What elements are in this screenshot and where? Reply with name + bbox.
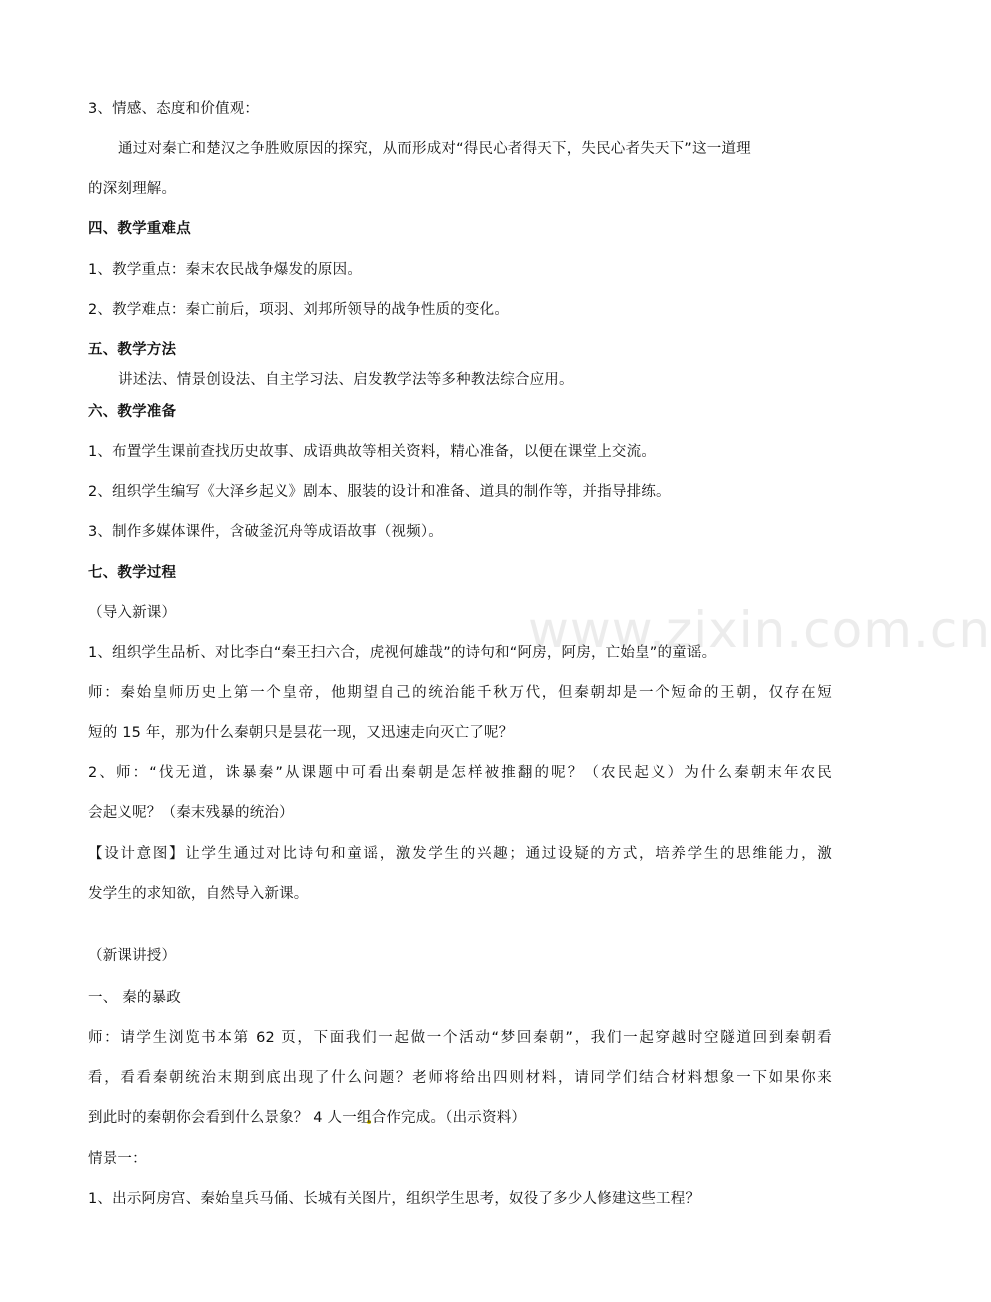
- paragraph-line: 讲述法、情景创设法、自主学习法、启发教学法等多种教法综合应用。: [118, 372, 574, 388]
- paragraph-line: （导入新课）: [88, 605, 177, 621]
- paragraph-line: 3、情感、态度和价值观：: [88, 101, 260, 117]
- paragraph-line: 的深刻理解。: [88, 181, 177, 197]
- paragraph-line: 3、制作多媒体课件，含破釜沉舟等成语故事（视频）。: [88, 524, 443, 540]
- paragraph-line: 师：秦始皇师历史上第一个皇帝，他期望自己的统治能千秋万代，但秦朝却是一个短命的王朝，仅存在短: [88, 685, 832, 701]
- paragraph-line: 短的 15 年，那为什么秦朝只是昙花一现，又迅速走向灭亡了呢？: [88, 725, 514, 741]
- paragraph-line: 一、 秦的暴政: [88, 990, 182, 1006]
- paragraph-line: 通过对秦亡和楚汉之争胜败原因的探究，从而形成对“得民心者得天下，失民心者失天下”这一道理: [118, 141, 751, 157]
- paragraph-line: （新课讲授）: [88, 948, 177, 964]
- paragraph-line: 看，看看秦朝统治末期到底出现了什么问题？老师将给出四则材料，请同学们结合材料想象一下如果你来: [88, 1070, 832, 1086]
- section-heading: 六、教学准备: [88, 404, 177, 420]
- paragraph-line: 到此时的秦朝你会看到什么景象？ 4 人一组合作完成。（出示资料）: [88, 1110, 527, 1126]
- paragraph-line: 发学生的求知欲，自然导入新课。: [88, 886, 309, 902]
- paragraph-line: 2、组织学生编写《大泽乡起义》剧本、服装的设计和准备、道具的制作等，并指导排练。: [88, 484, 671, 500]
- section-heading: 五、教学方法: [88, 342, 177, 358]
- paragraph-line: 情景一：: [88, 1151, 147, 1167]
- section-heading: 四、教学重难点: [88, 221, 191, 237]
- paragraph-line: 师：请学生浏览书本第 62 页，下面我们一起做一个活动“梦回秦朝”，我们一起穿越时空隧道回到秦朝看: [88, 1030, 832, 1046]
- paragraph-line: 1、布置学生课前查找历史故事、成语典故等相关资料，精心准备，以便在课堂上交流。: [88, 444, 657, 460]
- paragraph-line: 2、师：“伐无道，诛暴秦”从课题中可看出秦朝是怎样被推翻的呢？（农民起义）为什么秦朝末年农民: [88, 765, 832, 781]
- paragraph-line: 2、教学难点：秦亡前后，项羽、刘邦所领导的战争性质的变化。: [88, 302, 510, 318]
- paragraph-line: 1、教学重点：秦末农民战争爆发的原因。: [88, 262, 363, 278]
- watermark: www.zixin.com.cn: [528, 601, 991, 659]
- paragraph-line: 【设计意图】让学生通过对比诗句和童谣，激发学生的兴趣；通过设疑的方式，培养学生的思维能力，激: [88, 846, 832, 862]
- paragraph-line: 1、出示阿房宫、秦始皇兵马俑、长城有关图片，组织学生思考，奴役了多少人修建这些工程？: [88, 1191, 701, 1207]
- paragraph-line: 1、组织学生品析、对比李白“秦王扫六合，虎视何雄哉”的诗句和“阿房，阿房，亡始皇”的童谣。: [88, 645, 717, 661]
- section-heading: 七、教学过程: [88, 565, 177, 581]
- paragraph-line: 会起义呢？（秦末残暴的统治）: [88, 805, 294, 821]
